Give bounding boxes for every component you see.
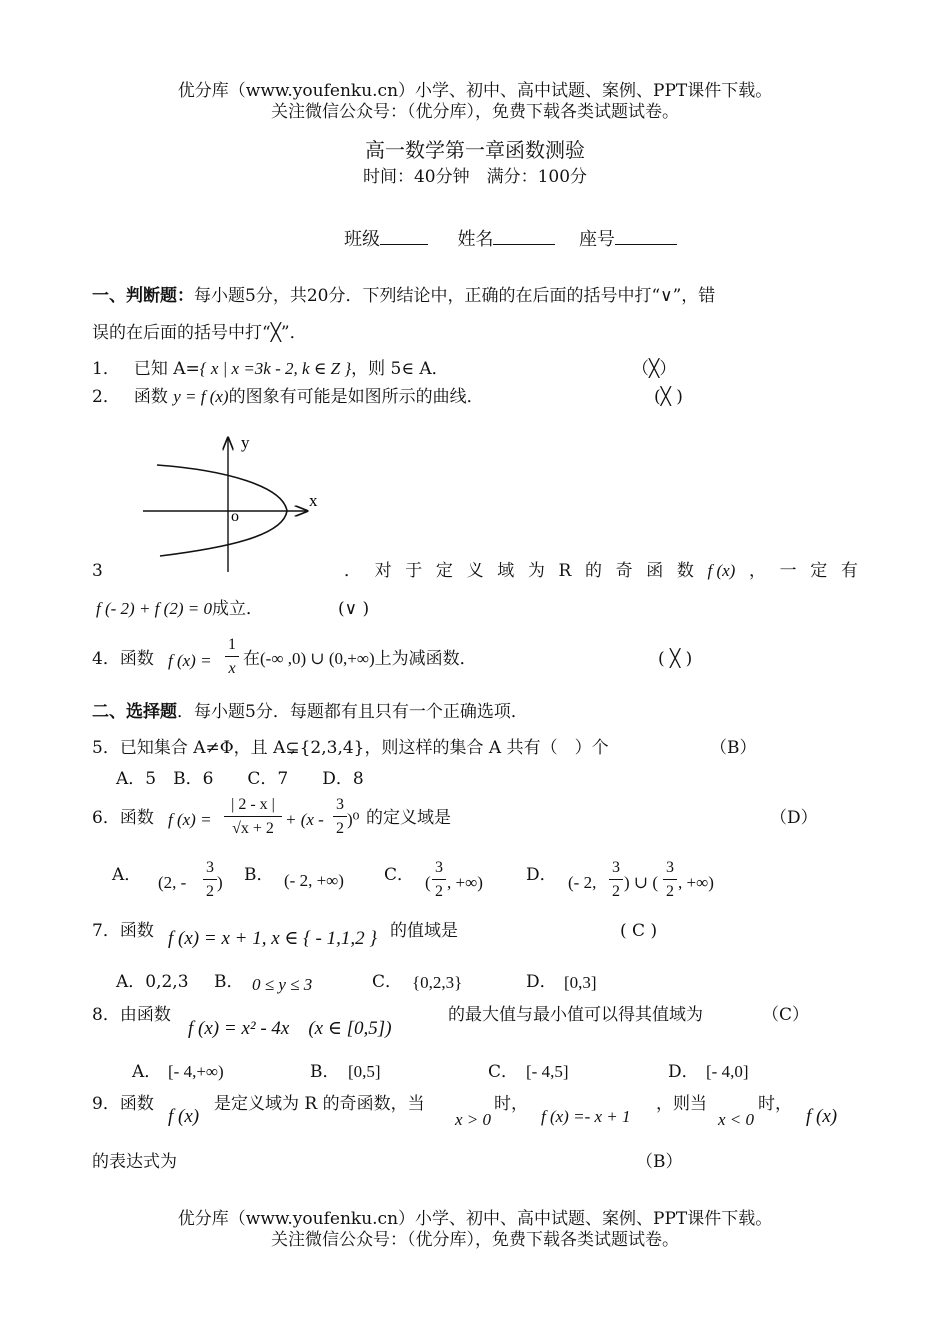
q4-text-end: 上为减函数． [374,649,477,669]
q6-optA: (2, - [158,873,187,892]
header-line-2: 关注微信公众号：（优分库），免费下载各类试题试卷。 [271,102,679,122]
q9-answer: （B） [636,1152,683,1172]
q2-number: 2． [92,387,120,407]
q4-answer: ( ╳ ) [658,649,693,669]
q8-optA-label[interactable]: A． [132,1062,162,1082]
q3-char: R [558,561,572,581]
q6-plus: + (x - [285,810,324,829]
class-label: 班级 [344,229,380,250]
q6-optD-pre: (- 2, [568,873,597,892]
q3-char: 奇 [615,561,633,581]
q7-number: 7． [92,921,120,941]
name-field[interactable] [493,226,555,245]
q8-optD: [- 4,0] [706,1062,749,1081]
q1-set: { x | x =3k - 2, k ∈ Z } [199,359,352,378]
origin-label: o [231,508,239,525]
q7-optD-label[interactable]: D． [526,972,557,992]
q6-optA-end: ) [217,873,223,892]
q4-frac-den: x [228,660,236,677]
q8-text: 由函数 [119,1005,171,1025]
q7-text: 函数 [119,921,154,941]
question-5: 5．已知集合 A≠Φ，且 A⊊{2,3,4}，则这样的集合 A 共有（ ）个 [92,738,609,758]
q9-line2: 的表达式为 [92,1152,177,1172]
footer-line-1: 优分库（www.youfenku.cn）小学、初中、高中试题、案例、PPT课件下载。 [177,1209,773,1229]
q7-optC-label[interactable]: C． [372,972,403,992]
q2-graph [135,428,335,576]
q6-frac-den: √x + 2 [232,820,274,837]
q3-answer: (∨ ) [338,599,370,619]
q9-text-mid1: 是定义域为 R 的奇函数，当 [214,1094,425,1114]
q4-frac-num: 1 [228,636,236,653]
q9-number: 9． [92,1094,120,1114]
question-2 [92,386,484,408]
y-label: y [241,433,250,452]
q6-answer: （D） [770,808,818,828]
q6-optB: (- 2, +∞) [284,871,344,890]
x-label: x [309,491,318,510]
q3-char: 对 [374,561,392,581]
q3-char: ， [748,561,766,581]
q9-text: 函数 [119,1094,154,1114]
footer-line-2: 关注微信公众号：（优分库），免费下载各类试题试卷。 [271,1230,679,1250]
q6-pow: )⁰ [347,810,360,829]
q8-optC-label[interactable]: C． [488,1062,519,1082]
q3-char: 域 [497,561,515,581]
q3-char: 数 [676,561,694,581]
section1-line1 [92,285,715,307]
question-8 [92,1004,171,1026]
q8-optB-label[interactable]: B． [310,1062,340,1082]
q3-char: 为 [527,561,545,581]
question-9 [92,1093,154,1115]
q7-function: f (x) = x + 1, x ∈ { - 1,1,2 } [168,928,377,949]
q1-text-end: ，则 5∈ A． [351,359,449,379]
q6-optB-label[interactable]: B． [244,865,274,885]
q7-optC: {0,2,3} [412,973,463,992]
q6-optC-num: 3 [435,859,443,876]
q8-optB: [0,5] [348,1062,381,1081]
student-info [344,226,677,251]
q6-optD-end: , +∞) [678,873,714,892]
section2-line [92,701,528,723]
q9-equation: f (x) =- x + 1 [541,1107,631,1126]
q1-text: 已知 A= [133,359,200,379]
q6-optD-label[interactable]: D． [526,865,557,885]
q9-cond1: x > 0 [455,1110,492,1129]
q9-text-mid3: ，则当 [656,1094,707,1114]
q3-char: 义 [466,561,484,581]
q5-answer: （B） [710,738,757,758]
q4-frac-bar [225,656,239,657]
section1-heading: 一、判断题： [92,286,194,306]
q9-cond2: x < 0 [718,1110,755,1129]
q3-equation: f (- 2) + f (2) = 0 [96,599,212,618]
q6-optC-bar [432,879,446,880]
q3-char: 定 [810,561,828,581]
q3-number: 3 [92,561,103,581]
q2-text: 函数 [133,387,168,407]
q7-optA[interactable]: A．0,2,3 [116,972,189,992]
q6-optD-den1: 2 [612,883,620,900]
q6-optD-bar1 [609,879,623,880]
q6-optA-label[interactable]: A． [112,865,142,885]
q3-char: 函 [646,561,664,581]
q5-options: A．5 B．6 C．7 D．8 [116,769,364,789]
question-7 [92,920,154,942]
q6-frac-bar-2 [333,816,347,817]
q9-function: f (x) [168,1106,200,1127]
class-field[interactable] [380,226,428,245]
page-title: 高一数学第一章函数测验 [365,138,585,162]
q2-function: y = f (x) [173,387,229,406]
q7-optB-label[interactable]: B． [214,972,244,992]
q8-number: 8． [92,1005,120,1025]
q3-line2 [96,598,263,620]
q8-optC: [- 4,5] [526,1062,569,1081]
q6-optC-label[interactable]: C． [384,865,415,885]
q6-optD-bar2 [663,879,677,880]
q8-answer: （C） [762,1005,810,1025]
section2-heading: 二、选择题 [92,702,177,722]
q6-d32: 2 [336,820,344,837]
q6-optD-num2: 3 [666,859,674,876]
seat-field[interactable] [615,226,677,245]
q6-optD-num1: 3 [612,859,620,876]
q8-function: f (x) = x² - 4x (x ∈ [0,5]) [188,1018,392,1039]
q6-optD-den2: 2 [666,883,674,900]
q4-interval: (-∞ ,0) ∪ (0,+∞) [260,649,375,668]
q6-optA-bar [203,879,217,880]
q7-text-end: 的值域是 [390,921,458,941]
q6-text-end: 的定义域是 [366,808,451,828]
q6-frac-num: | 2 - x | [231,796,275,813]
q6-optA-num: 3 [206,859,214,876]
section2-desc: ．每小题5分．每题都有且只有一个正确选项． [177,702,528,722]
seat-label: 座号 [578,229,615,250]
q3-char: 于 [405,561,423,581]
q7-optD: [0,3] [564,973,597,992]
q6-n32: 3 [336,796,344,813]
q6-optC-den: 2 [435,883,443,900]
q6-text: 函数 [119,808,154,828]
header-line-1: 优分库（www.youfenku.cn）小学、初中、高中试题、案例、PPT课件下载。 [177,81,773,101]
q2-text-end: 的图象有可能是如图所示的曲线． [228,387,484,407]
q7-answer: ( C ) [620,921,658,941]
q4-rest [243,648,477,670]
q6-function: f (x) = [168,810,212,829]
q4-number: 4． [92,649,120,669]
question-6 [92,807,154,829]
q1-number: 1． [92,359,120,379]
q4-text-mid: 在 [243,649,260,669]
q7-optB: 0 ≤ y ≤ 3 [252,975,313,994]
q3-function: f (x) [707,561,736,580]
q2-answer: (╳ ) [654,387,683,407]
section1-line2: 误的在后面的括号中打“╳”． [92,323,307,343]
q6-optC-end: , +∞) [447,873,483,892]
q8-optA: [- 4,+∞) [168,1062,224,1081]
q1-answer: （╳） [632,359,677,379]
question-1 [92,358,449,380]
q3-char: 一 [779,561,797,581]
q3-char: 有 [840,561,858,581]
q6-optA-den: 2 [206,883,214,900]
q6-optD-mid: ) ∪ ( [624,873,659,892]
name-label: 姓名 [457,229,494,250]
q4-text: 函数 [119,649,154,669]
q3-char: 定 [435,561,453,581]
q6-optC-pre: ( [425,873,431,892]
question-3 [344,560,858,582]
q9-text-mid4: 时， [758,1094,792,1114]
q6-frac-bar [224,816,282,817]
q8-optD-label[interactable]: D． [668,1062,699,1082]
q8-text-end: 的最大值与最小值可以得其值域为 [448,1005,703,1025]
q6-number: 6． [92,808,120,828]
page-subtitle: 时间：40分钟 满分：100分 [362,167,588,187]
q3-text-end: 成立． [211,599,263,619]
q9-text-mid2: 时， [494,1094,528,1114]
q3-char: 的 [584,561,602,581]
q3-char: ． [344,561,361,581]
question-4 [92,648,154,670]
section1-desc: 每小题5分，共20分．下列结论中，正确的在后面的括号中打“∨”，错 [194,286,716,306]
q4-function: f (x) = [168,651,212,670]
q9-function-2: f (x) [806,1106,838,1127]
